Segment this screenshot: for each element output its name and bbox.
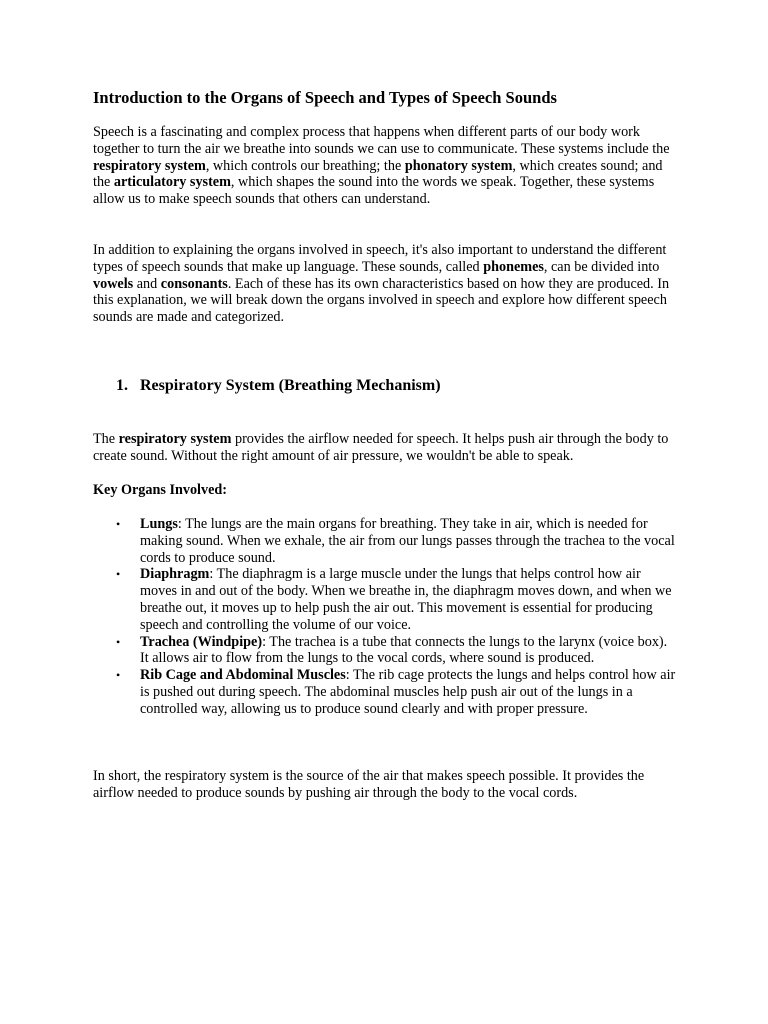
organ-term: Diaphragm bbox=[140, 566, 210, 583]
section-heading-respiratory bbox=[116, 376, 441, 396]
text-run: provides the airflow needed for speech. It helps push air through the body to create sound. Without the right amount of air pressure, we wouldn't be able to speak. bbox=[93, 431, 669, 464]
term-articulatory-system: articulatory system bbox=[113, 174, 231, 191]
term-consonants: consonants bbox=[160, 275, 228, 292]
intro-paragraph-2 bbox=[93, 242, 678, 326]
term-phonatory-system: phonatory system bbox=[404, 157, 513, 174]
text-run: , can be divided into bbox=[543, 258, 660, 275]
organ-description: : The rib cage protects the lungs and helps control how air is pushed out during speech. The abdominal muscles help push air out of the lungs in a controlled way, allowing us to produce sound clearly and with proper pressure. bbox=[140, 667, 676, 717]
text-run: Speech is a fascinating and complex process that happens when different parts of our body work together to turn the air we breathe into sounds we can use to communicate. These systems include the bbox=[93, 124, 670, 157]
bullet-icon: • bbox=[116, 668, 121, 683]
section-heading-text: Respiratory System (Breathing Mechanism) bbox=[140, 377, 441, 394]
text-run: , which creates sound; and the bbox=[93, 157, 663, 191]
text-run: , which shapes the sound into the words we speak. Together, these systems allow us to make speech sounds that others can understand. bbox=[93, 174, 655, 208]
term-vowels: vowels bbox=[93, 275, 134, 292]
section-summary-paragraph: In short, the respiratory system is the source of the air that makes speech possible. It provides the airflow needed to produce sounds by pushing air through the body to the vocal cords. bbox=[93, 768, 645, 801]
organ-term: Rib Cage and Abdominal Muscles bbox=[140, 667, 346, 684]
text-run: In addition to explaining the organs involved in speech, it's also important to understand the different types of speech sounds that make up language. These sounds, called bbox=[93, 242, 667, 275]
bullet-icon: • bbox=[116, 517, 121, 531]
bullet-icon: • bbox=[116, 567, 121, 582]
text-run: , which controls our breathing; the bbox=[205, 157, 405, 174]
section-number: 1. bbox=[116, 377, 128, 394]
text-run: . Each of these has its own characteristics based on how they are produced. In this explanation, we will break down the organs involved in speech and explore how different speech sounds are made and categorized. bbox=[93, 275, 670, 326]
term-respiratory-system: respiratory system bbox=[93, 157, 206, 174]
list-item bbox=[93, 667, 678, 717]
text-run: The bbox=[93, 431, 119, 447]
list-item bbox=[93, 634, 678, 668]
key-organs-list bbox=[93, 516, 678, 718]
document-title: Introduction to the Organs of Speech and Types of Speech Sounds bbox=[93, 88, 557, 107]
intro-paragraph-1 bbox=[93, 124, 678, 208]
organ-term: Lungs bbox=[140, 516, 178, 532]
organ-description: : The lungs are the main organs for breathing. They take in air, which is needed for making sound. When we exhale, the air from our lungs passes through the trachea to the vocal cords to produce sound. bbox=[140, 516, 675, 566]
key-organs-label: Key Organs Involved: bbox=[93, 482, 227, 498]
list-item bbox=[93, 566, 678, 633]
list-item bbox=[93, 516, 678, 566]
organ-description: : The diaphragm is a large muscle under the lungs that helps control how air moves in and out of the body. When we breathe in, the diaphragm moves down, and when we breathe out, it moves up to help push the air out. This movement is essential for producing speech and controlling the volume of our voice. bbox=[140, 566, 672, 633]
term-respiratory-system: respiratory system bbox=[118, 431, 232, 447]
organ-term: Trachea (Windpipe) bbox=[140, 633, 263, 650]
term-phonemes: phonemes bbox=[483, 258, 544, 275]
bullet-icon: • bbox=[116, 634, 121, 649]
organ-description: : The trachea is a tube that connects the lungs to the larynx (voice box). It allows air to flow from the lungs to the vocal cords, where sound is produced. bbox=[140, 633, 668, 667]
section-intro-paragraph bbox=[93, 431, 678, 465]
text-run: and bbox=[133, 275, 161, 292]
